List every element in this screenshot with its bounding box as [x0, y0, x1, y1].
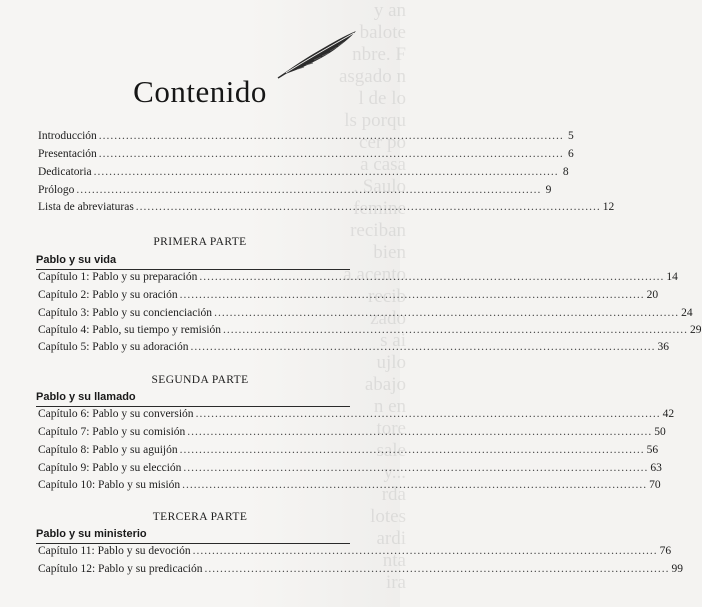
leader-dots: [180, 444, 645, 456]
toc-entry[interactable]: [38, 148, 574, 164]
toc-entry[interactable]: [38, 444, 659, 460]
toc-entry-label: Dedicatoria: [38, 166, 92, 178]
toc-entry-page: 76: [659, 545, 672, 557]
toc-entry[interactable]: [38, 166, 569, 182]
leader-dots: [190, 341, 655, 353]
toc-entry[interactable]: [38, 307, 693, 323]
leader-dots: [180, 289, 645, 301]
leader-dots: [99, 130, 564, 142]
toc-entry-label: Capítulo 3: Pablo y su concienciación: [38, 307, 213, 319]
quill-feather-icon: [276, 28, 358, 80]
toc-entry-page: 24: [681, 307, 693, 319]
toc-entry[interactable]: [38, 545, 672, 561]
toc-entry-page: 20: [646, 289, 659, 301]
section-rule: [36, 406, 350, 407]
toc-entry-label: Capítulo 12: Pablo y su predicación: [38, 563, 203, 575]
leader-dots: [182, 479, 647, 491]
toc-entry-label: Capítulo 1: Pablo y su preparación: [38, 271, 198, 283]
section-heading: Pablo y su llamado: [36, 391, 136, 403]
toc-entry-page: 50: [654, 426, 666, 438]
toc-entry[interactable]: [38, 184, 552, 200]
toc-entry-page: 6: [568, 148, 574, 160]
toc-entry-label: Capítulo 5: Pablo y su adoración: [38, 341, 189, 353]
leader-dots: [187, 426, 652, 438]
toc-entry-page: 99: [671, 563, 683, 575]
toc-entry-page: 70: [649, 479, 661, 491]
toc-entry-label: Lista de abreviaturas: [38, 201, 134, 213]
toc-entry-label: Capítulo 7: Pablo y su comisión: [38, 426, 186, 438]
toc-entry-label: Introducción: [38, 130, 97, 142]
page-title: Contenido: [133, 74, 267, 109]
toc-entry-label: Capítulo 6: Pablo y su conversión: [38, 408, 194, 420]
leader-dots: [196, 408, 661, 420]
toc-entry-label: Capítulo 11: Pablo y su devoción: [38, 545, 191, 557]
toc-entry-page: 12: [602, 201, 615, 213]
toc-entry[interactable]: [38, 563, 683, 579]
toc-entry-page: 9: [545, 184, 552, 196]
toc-entry[interactable]: [38, 408, 675, 424]
toc-entry[interactable]: [38, 462, 662, 478]
toc-entry-label: Capítulo 10: Pablo y su misión: [38, 479, 181, 491]
toc-entry-page: 14: [666, 271, 678, 283]
part-heading: PRIMERA PARTE: [153, 236, 247, 248]
toc-entry[interactable]: [38, 271, 678, 287]
toc-entry-page: 56: [646, 444, 659, 456]
leader-dots: [76, 184, 541, 196]
toc-entry[interactable]: [38, 324, 702, 340]
toc-entry[interactable]: [38, 201, 615, 217]
leader-dots: [199, 271, 664, 283]
leader-dots: [193, 545, 658, 557]
toc-entry-page: 63: [650, 462, 662, 474]
show-through-text: y an balote nbre. F asgado n l de lo ls porqu cer po a casa . Saulo femine reciban bien a acento recib zado s ai ujlo abajo n en tore sale y... rda lotes ardi nta ira: [338, 0, 406, 593]
section-rule: [36, 543, 350, 544]
section-rule: [36, 269, 350, 270]
section-heading: Pablo y su ministerio: [36, 528, 147, 540]
toc-entry[interactable]: [38, 426, 666, 442]
leader-dots: [214, 307, 679, 319]
toc-entry[interactable]: [38, 130, 574, 146]
toc-entry[interactable]: [38, 341, 669, 357]
leader-dots: [99, 148, 564, 160]
toc-entry-page: 29: [690, 324, 702, 336]
part-heading: SEGUNDA PARTE: [151, 374, 249, 386]
toc-entry-label: Prólogo: [38, 184, 75, 196]
toc-entry-label: Capítulo 2: Pablo y su oración: [38, 289, 178, 301]
part-heading: TERCERA PARTE: [152, 511, 248, 523]
section-heading: Pablo y su vida: [36, 254, 117, 266]
leader-dots: [223, 324, 688, 336]
leader-dots: [94, 166, 559, 178]
toc-entry-page: 5: [568, 130, 574, 142]
toc-entry-page: 8: [562, 166, 569, 178]
toc-entry-page: 42: [662, 408, 675, 420]
toc-entry-page: 36: [657, 341, 669, 353]
leader-dots: [205, 563, 670, 575]
toc-entry-label: Capítulo 4: Pablo, su tiempo y remisión: [38, 324, 222, 336]
toc-entry[interactable]: [38, 289, 659, 305]
toc-entry-label: Capítulo 9: Pablo y su elección: [38, 462, 182, 474]
toc-entry[interactable]: [38, 479, 661, 495]
toc-entry-label: Capítulo 8: Pablo y su aguijón: [38, 444, 178, 456]
leader-dots: [183, 462, 648, 474]
leader-dots: [136, 201, 601, 213]
toc-entry-label: Presentación: [38, 148, 97, 160]
